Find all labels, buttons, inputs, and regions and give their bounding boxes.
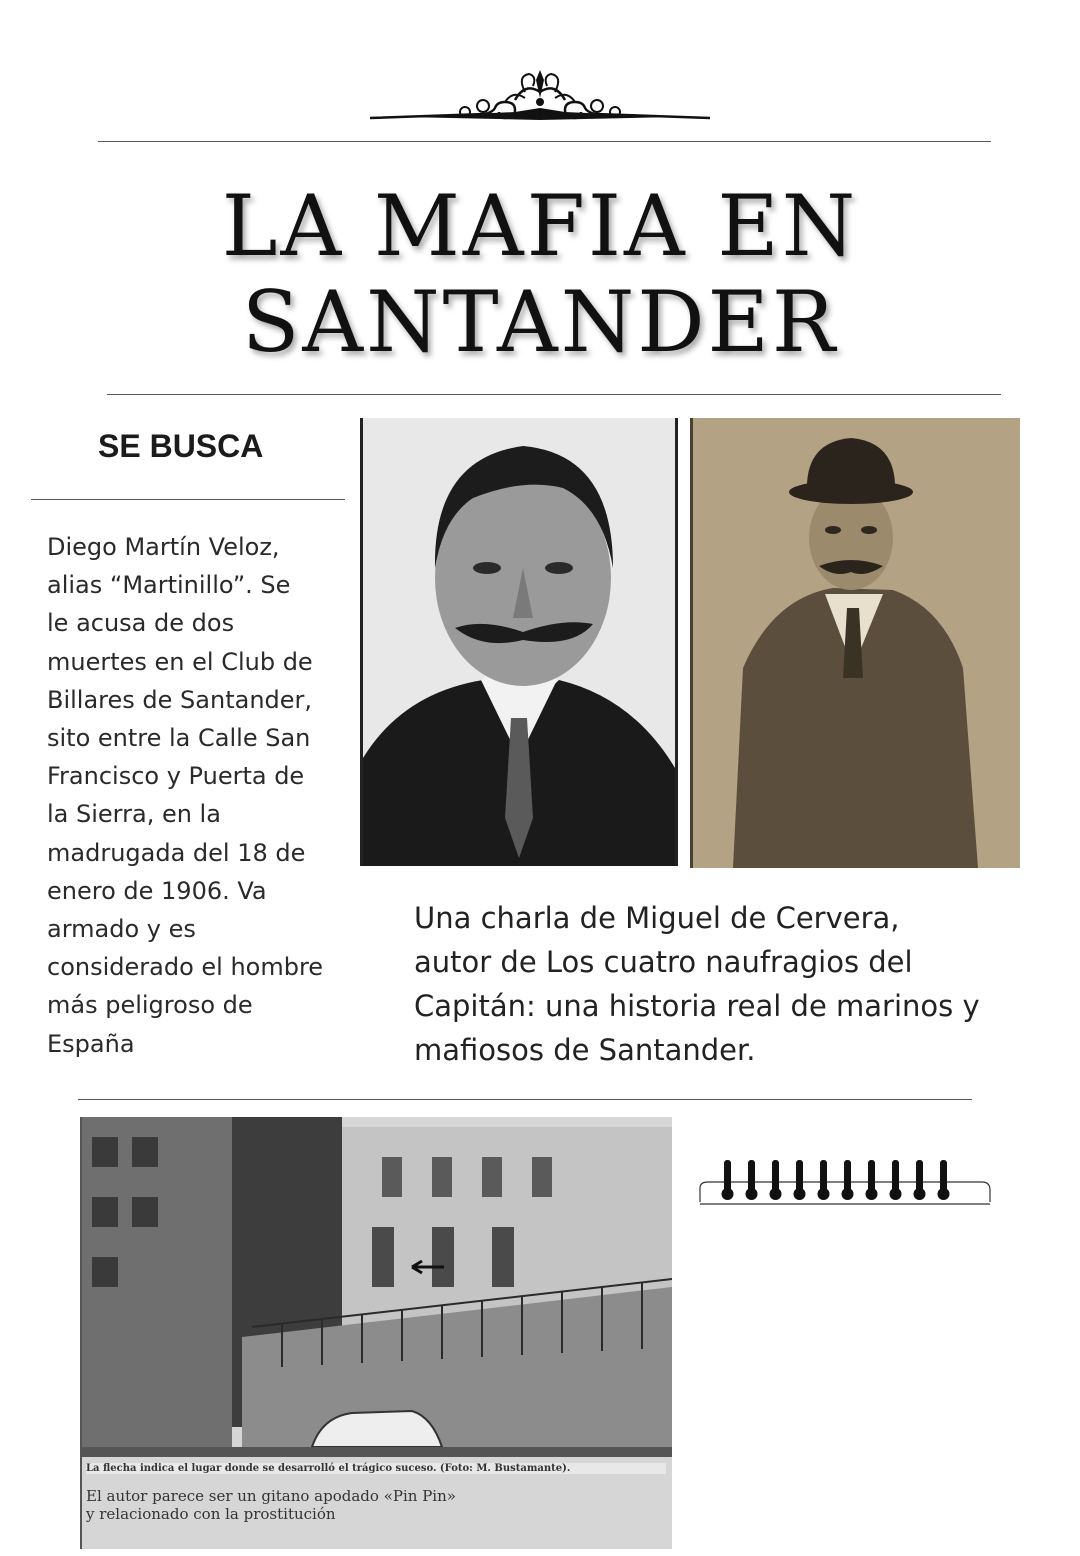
wanted-line: muertes en el Club de xyxy=(47,647,313,676)
clipping-caption-line-2: y relacionado con la prostitución xyxy=(86,1505,336,1523)
top-rule xyxy=(98,141,991,142)
title-bottom-rule xyxy=(107,394,1001,395)
wanted-line: le acusa de dos xyxy=(47,609,235,638)
wanted-line: armado y es xyxy=(47,915,196,944)
talk-description xyxy=(414,896,1044,1072)
sepia-photo xyxy=(690,418,1020,868)
talk-line: autor de Los cuatro naufragios del xyxy=(414,945,913,979)
flourish-ornament-icon xyxy=(365,62,715,132)
wanted-line: Francisco y Puerta de xyxy=(47,762,305,791)
title-line-1: LA MAFIA EN xyxy=(221,177,859,275)
wanted-line: enero de 1906. Va xyxy=(47,876,267,905)
talk-line: Capitán: una historia real de marinos y xyxy=(414,989,980,1023)
wanted-line: más peligroso de xyxy=(47,991,253,1020)
wanted-line: la Sierra, en la xyxy=(47,800,221,829)
wanted-line: considerado el hombre xyxy=(47,953,324,982)
wanted-heading-rule xyxy=(31,499,345,500)
newspaper-clipping-photo xyxy=(80,1117,672,1549)
title-line-2: SANTANDER xyxy=(241,273,839,371)
wanted-line: sito entre la Calle San xyxy=(47,724,311,753)
wanted-line: España xyxy=(47,1029,135,1058)
wanted-line: madrugada del 18 de xyxy=(47,838,306,867)
wanted-description xyxy=(47,528,365,1063)
talk-line: Una charla de Miguel de Cervera, xyxy=(414,901,900,935)
wanted-line: Billares de Santander, xyxy=(47,685,313,714)
page-title xyxy=(60,178,1020,370)
wanted-heading: SE BUSCA xyxy=(98,428,264,464)
spiral-notebook-icon xyxy=(698,1152,994,1216)
talk-line: mafiosos de Santander. xyxy=(414,1033,756,1067)
portrait-photo xyxy=(360,418,678,866)
wanted-line: alias “Martinillo”. Se xyxy=(47,571,291,600)
wanted-line: Diego Martín Veloz, xyxy=(47,533,280,561)
lower-rule xyxy=(78,1099,972,1100)
clipping-caption-small: La flecha indica el lugar donde se desarrolló el trágico suceso. (Foto: M. Bustamante). xyxy=(86,1463,666,1474)
clipping-caption-line-1: El autor parece ser un gitano apodado «Pin Pin» xyxy=(86,1487,456,1505)
